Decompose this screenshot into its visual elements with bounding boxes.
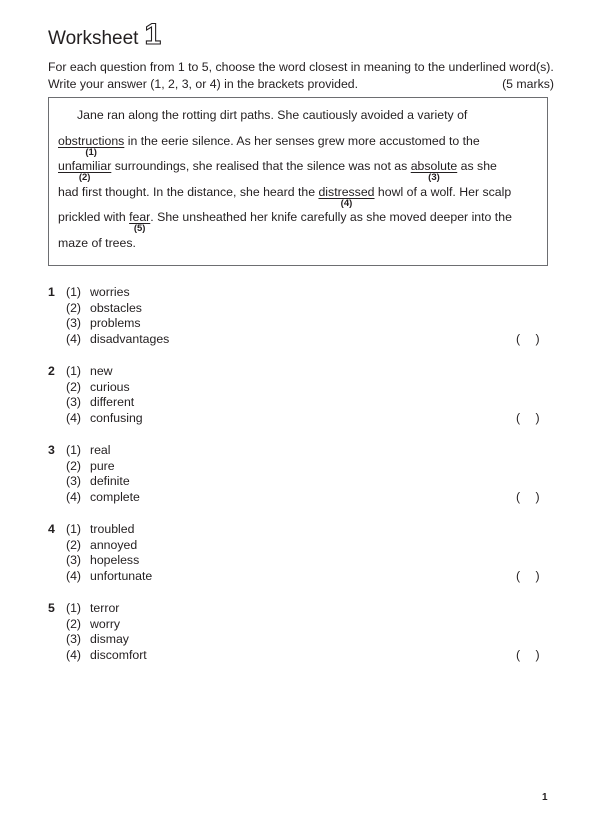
question-5 — [48, 601, 548, 680]
question-number: 3 — [48, 443, 55, 457]
option-2: (2) worry — [66, 616, 121, 631]
option-3: (3) dismay — [66, 632, 129, 647]
marker-3: (3) — [428, 172, 440, 183]
instructions-line-2-row — [48, 76, 554, 93]
option-4: (4) disadvantages — [66, 331, 170, 346]
passage-line-5: prickled with fear (5) . She unsheathed her knife carefully as she moved deeper into the — [58, 210, 512, 234]
option-3: (3) different — [66, 395, 135, 410]
instructions — [48, 59, 554, 93]
instructions-line-1: For each question from 1 to 5, choose the word closest in meaning to the underlined word(s). — [48, 60, 554, 74]
option-4: (4) discomfort — [66, 647, 147, 662]
underlined-word-2: unfamiliar (2) — [58, 159, 112, 183]
option-1: (1) worries — [66, 285, 130, 299]
question-number: 1 — [48, 285, 55, 299]
answer-brackets[interactable]: ( ) — [516, 411, 540, 425]
option-1: (1) terror — [66, 601, 120, 615]
option-3: (3) problems — [66, 316, 141, 331]
page-number: 1 — [542, 792, 548, 803]
question-2 — [48, 364, 548, 443]
instructions-line-2: Write your answer (1, 2, 3, or 4) in the brackets provided. — [48, 77, 359, 91]
passage-line-2: obstructions (1) in the eerie silence. As her senses grew more accustomed to the — [58, 134, 480, 158]
option-2: (2) pure — [66, 458, 115, 473]
question-number: 2 — [48, 364, 55, 378]
marker-4: (4) — [340, 198, 353, 209]
option-2: (2) curious — [66, 379, 130, 394]
underlined-word-5: fear (5) — [129, 210, 151, 234]
answer-brackets[interactable]: ( ) — [516, 332, 540, 346]
question-4 — [48, 522, 548, 601]
passage-line-4: had first thought. In the distance, she heard the distressed (4) howl of a wolf. Her scalp — [58, 185, 512, 209]
option-2: (2) annoyed — [66, 537, 138, 552]
passage-line-6: maze of trees. — [58, 236, 136, 250]
answer-brackets[interactable]: ( ) — [516, 648, 540, 662]
worksheet-header — [48, 20, 161, 50]
option-3: (3) hopeless — [66, 553, 140, 568]
option-1: (1) new — [66, 364, 113, 378]
marker-5: (5) — [133, 223, 146, 234]
passage-box — [48, 97, 548, 266]
question-number: 5 — [48, 601, 55, 615]
worksheet-number: 1 — [144, 18, 162, 51]
underlined-word-1: obstructions (1) — [58, 134, 125, 158]
option-1: (1) real — [66, 443, 111, 457]
passage-line-3: unfamiliar (2) surroundings, she realised that the silence was not as absolute (3) as she — [58, 159, 497, 183]
option-1: (1) troubled — [66, 522, 135, 536]
answer-brackets[interactable]: ( ) — [516, 490, 540, 504]
option-2: (2) obstacles — [66, 300, 142, 315]
question-3 — [48, 443, 548, 522]
underlined-word-3: absolute (3) — [410, 159, 458, 183]
option-4: (4) unfortunate — [66, 568, 153, 583]
question-number: 4 — [48, 522, 55, 536]
option-4: (4) complete — [66, 489, 140, 504]
questions-list — [48, 285, 548, 680]
option-3: (3) definite — [66, 474, 130, 489]
option-4: (4) confusing — [66, 410, 143, 425]
marker-1: (1) — [85, 147, 97, 158]
answer-brackets[interactable]: ( ) — [516, 569, 540, 583]
total-marks: (5 marks) — [502, 77, 554, 91]
marker-2: (2) — [78, 172, 91, 183]
worksheet-title: Worksheet — [48, 28, 139, 49]
passage-line-1: Jane ran along the rotting dirt paths. She cautiously avoided a variety of — [77, 108, 468, 122]
question-1 — [48, 285, 548, 364]
underlined-word-4: distressed (4) — [318, 185, 375, 209]
